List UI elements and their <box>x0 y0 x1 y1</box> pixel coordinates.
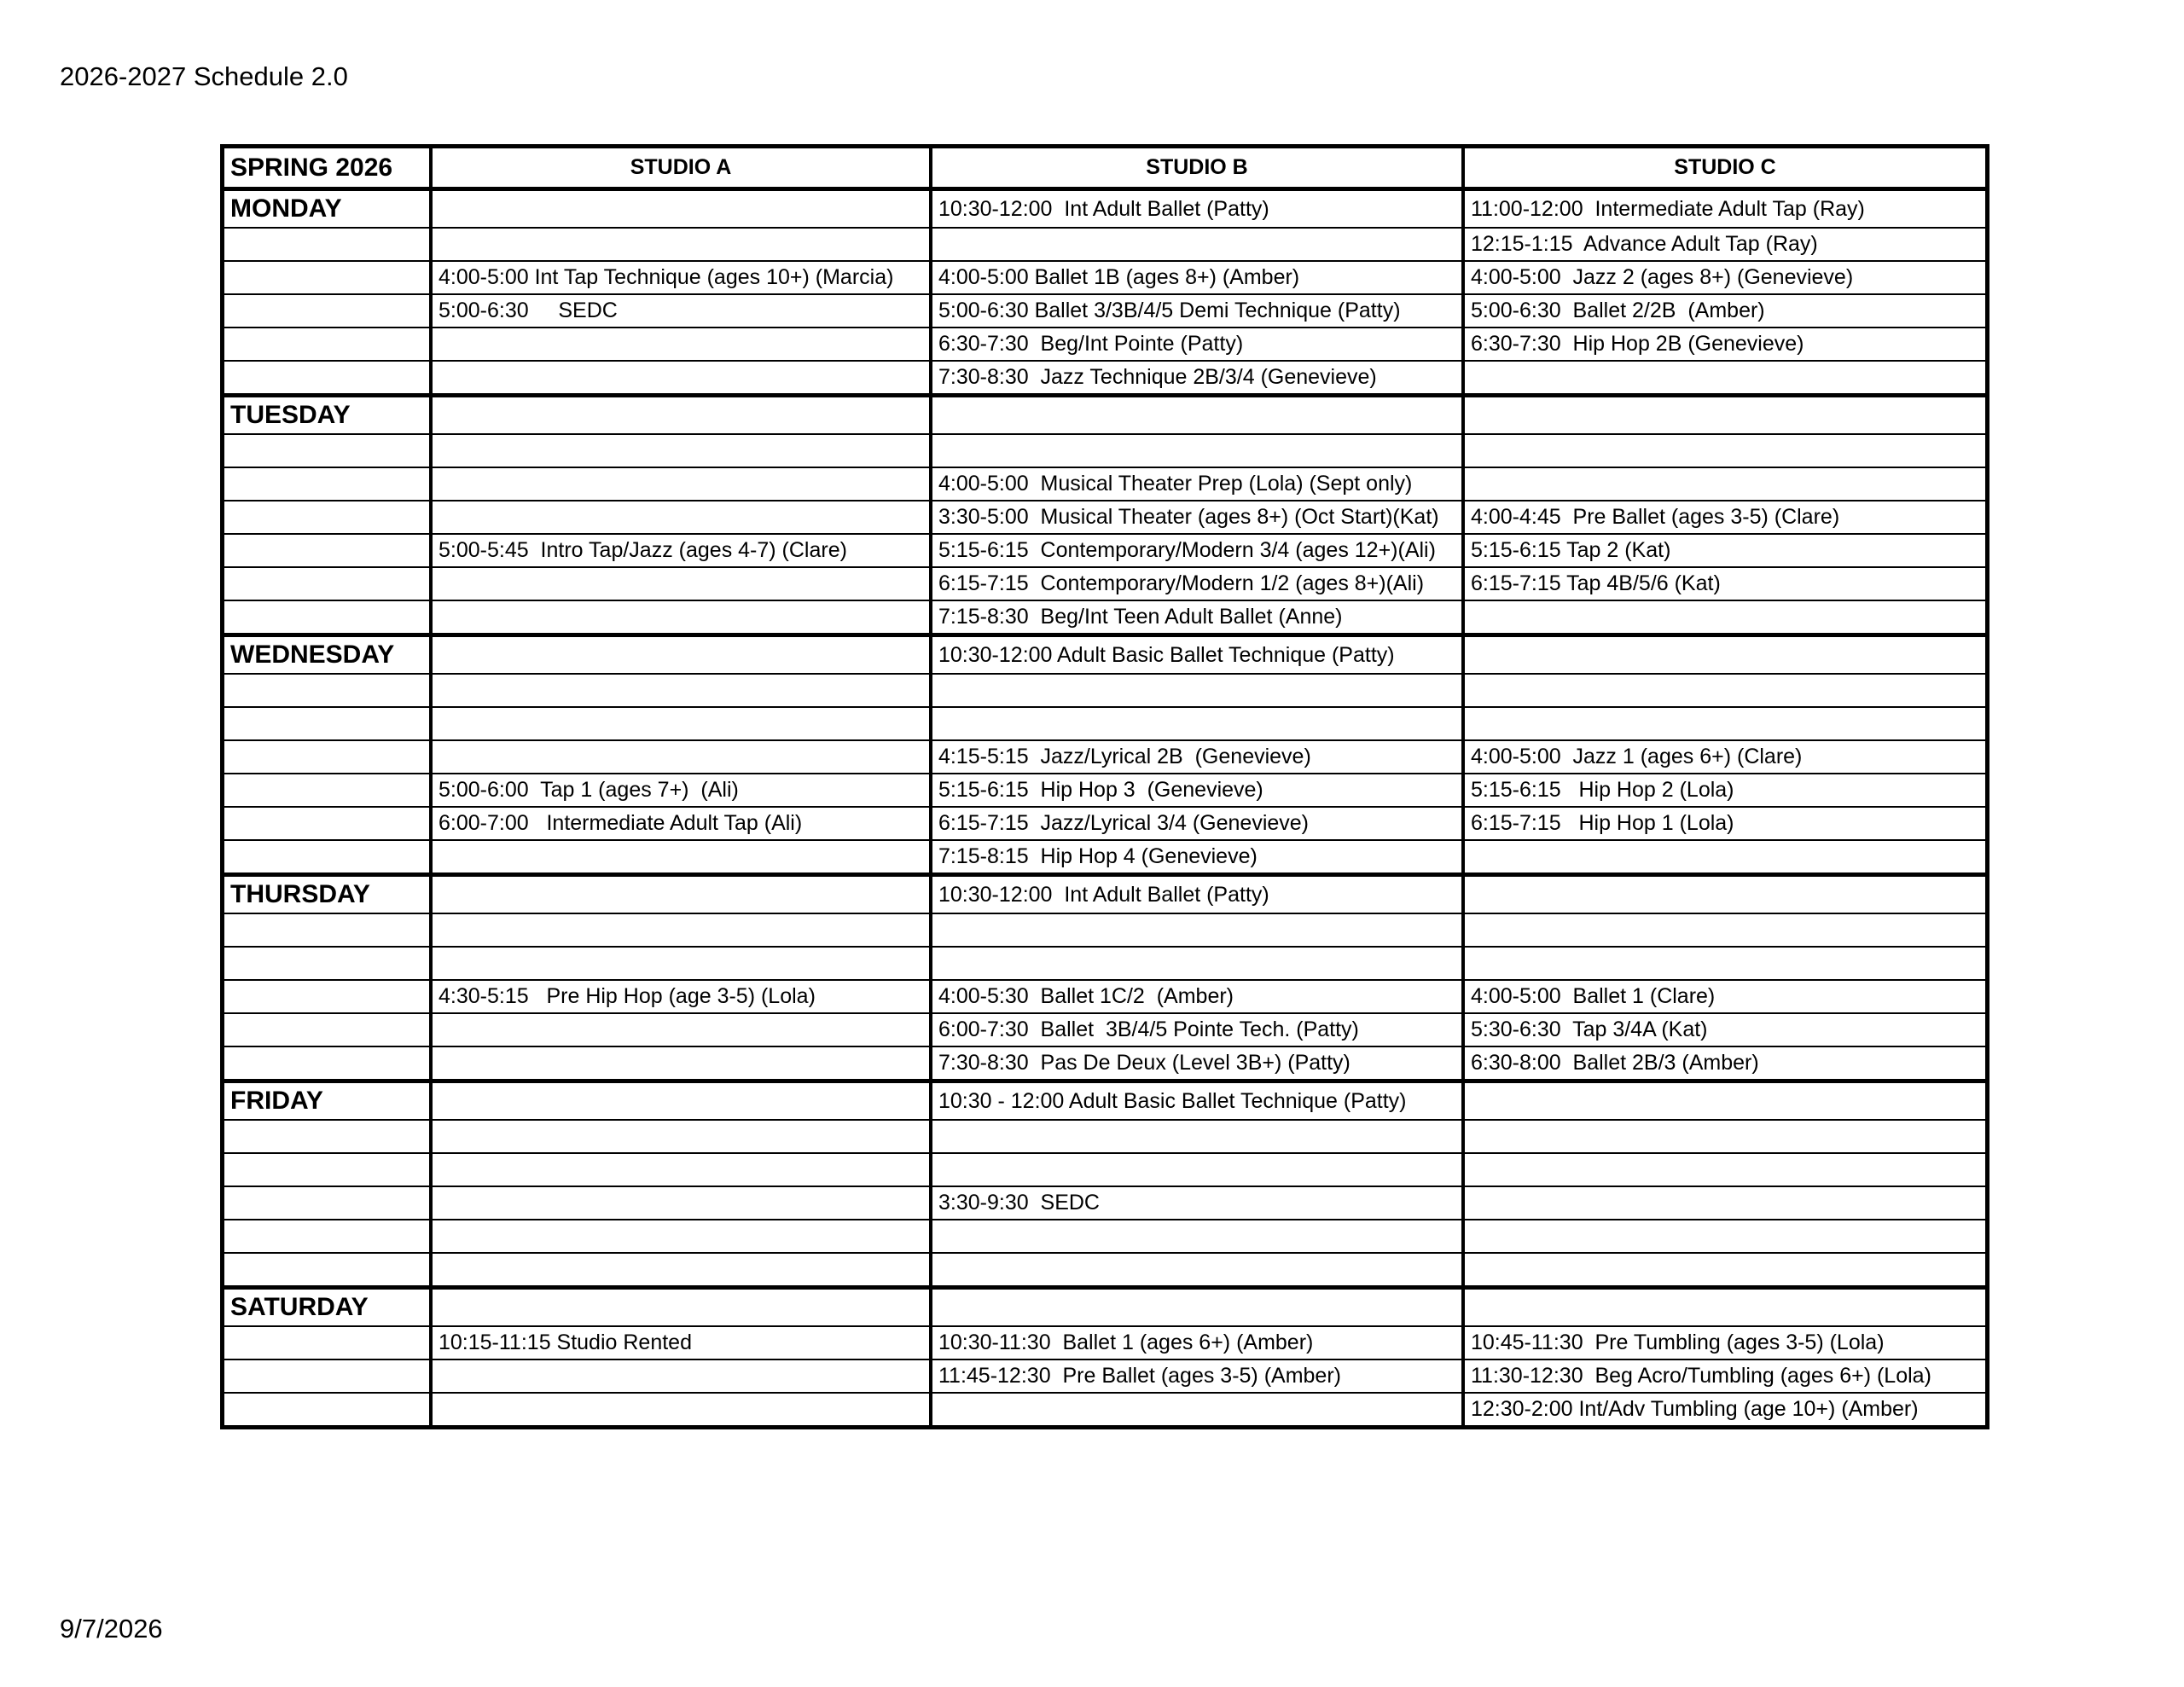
table-row <box>224 980 1986 1013</box>
studio-b-class-cell: 10:30-12:00 Adult Basic Ballet Technique (Patty) <box>931 635 1463 675</box>
studio-a-class-cell <box>431 1359 931 1393</box>
day-cell-empty <box>224 501 431 534</box>
day-cell-empty <box>224 1393 431 1426</box>
table-row <box>224 189 1986 229</box>
table-row <box>224 1359 1986 1393</box>
studio-a-class-cell: 4:30-5:15 Pre Hip Hop (age 3-5) (Lola) <box>431 980 931 1013</box>
studio-b-class-cell: 10:30-11:30 Ballet 1 (ages 6+) (Amber) <box>931 1326 1463 1359</box>
studio-a-class-cell <box>431 740 931 774</box>
day-label-tuesday: TUESDAY <box>224 396 431 435</box>
studio-c-class-cell <box>1463 434 1986 467</box>
table-row <box>224 1186 1986 1220</box>
studio-a-class-cell <box>431 1120 931 1153</box>
day-cell-empty <box>224 1046 431 1081</box>
day-cell-empty <box>224 840 431 875</box>
studio-c-class-cell: 5:00-6:30 Ballet 2/2B (Amber) <box>1463 294 1986 328</box>
studio-a-class-cell <box>431 1153 931 1186</box>
day-label-saturday: SATURDAY <box>224 1288 431 1327</box>
table-row <box>224 261 1986 294</box>
table-row <box>224 600 1986 635</box>
studio-a-class-cell <box>431 600 931 635</box>
studio-c-class-cell: 6:15-7:15 Tap 4B/5/6 (Kat) <box>1463 567 1986 600</box>
studio-c-class-cell: 4:00-4:45 Pre Ballet (ages 3-5) (Clare) <box>1463 501 1986 534</box>
studio-c-class-cell: 4:00-5:00 Jazz 2 (ages 8+) (Genevieve) <box>1463 261 1986 294</box>
studio-a-class-cell <box>431 567 931 600</box>
table-row <box>224 501 1986 534</box>
studio-b-class-cell: 6:00-7:30 Ballet 3B/4/5 Pointe Tech. (Patty) <box>931 1013 1463 1046</box>
studio-b-class-cell: 3:30-9:30 SEDC <box>931 1186 1463 1220</box>
studio-b-class-cell: 5:00-6:30 Ballet 3/3B/4/5 Demi Technique (Patty) <box>931 294 1463 328</box>
studio-b-class-cell <box>931 674 1463 707</box>
studio-c-class-cell: 12:15-1:15 Advance Adult Tap (Ray) <box>1463 228 1986 261</box>
table-row <box>224 294 1986 328</box>
studio-c-class-cell: 11:30-12:30 Beg Acro/Tumbling (ages 6+) (Lola) <box>1463 1359 1986 1393</box>
table-row <box>224 875 1986 914</box>
document-title: 2026-2027 Schedule 2.0 <box>60 61 348 91</box>
table-row <box>224 567 1986 600</box>
studio-b-class-cell <box>931 1288 1463 1327</box>
day-cell-empty <box>224 807 431 840</box>
day-cell-empty <box>224 707 431 740</box>
studio-c-class-cell <box>1463 947 1986 980</box>
day-cell-empty <box>224 328 431 361</box>
studio-c-class-cell <box>1463 1220 1986 1253</box>
studio-b-class-cell: 5:15-6:15 Hip Hop 3 (Genevieve) <box>931 774 1463 807</box>
studio-b-class-cell: 4:00-5:00 Ballet 1B (ages 8+) (Amber) <box>931 261 1463 294</box>
studio-c-class-cell <box>1463 1253 1986 1288</box>
day-cell-empty <box>224 1120 431 1153</box>
studio-b-class-cell: 10:30-12:00 Int Adult Ballet (Patty) <box>931 875 1463 914</box>
day-cell-empty <box>224 361 431 396</box>
day-cell-empty <box>224 1220 431 1253</box>
table-row <box>224 1326 1986 1359</box>
studio-a-class-cell <box>431 947 931 980</box>
studio-a-class-cell <box>431 1046 931 1081</box>
table-row <box>224 1120 1986 1153</box>
day-cell-empty <box>224 261 431 294</box>
studio-c-class-cell <box>1463 600 1986 635</box>
day-cell-empty <box>224 467 431 501</box>
table-row <box>224 947 1986 980</box>
day-cell-empty <box>224 1153 431 1186</box>
studio-a-class-cell <box>431 635 931 675</box>
studio-a-class-cell <box>431 189 931 229</box>
studio-c-class-cell: 12:30-2:00 Int/Adv Tumbling (age 10+) (Amber) <box>1463 1393 1986 1426</box>
day-label-monday: MONDAY <box>224 189 431 229</box>
studio-c-class-cell <box>1463 1288 1986 1327</box>
season-label: SPRING 2026 <box>224 148 431 189</box>
table-row <box>224 913 1986 947</box>
studio-a-class-cell <box>431 1013 931 1046</box>
studio-a-class-cell <box>431 913 931 947</box>
document-date: 9/7/2026 <box>60 1614 163 1644</box>
studio-a-class-cell <box>431 501 931 534</box>
schedule-table <box>223 147 1987 1427</box>
studio-a-class-cell: 4:00-5:00 Int Tap Technique (ages 10+) (Marcia) <box>431 261 931 294</box>
studio-a-class-cell <box>431 361 931 396</box>
studio-c-class-cell: 11:00-12:00 Intermediate Adult Tap (Ray) <box>1463 189 1986 229</box>
studio-a-class-cell <box>431 1253 931 1288</box>
table-row <box>224 774 1986 807</box>
studio-b-class-cell: 6:30-7:30 Beg/Int Pointe (Patty) <box>931 328 1463 361</box>
studio-a-class-cell: 6:00-7:00 Intermediate Adult Tap (Ali) <box>431 807 931 840</box>
day-cell-empty <box>224 1013 431 1046</box>
studio-b-class-cell: 7:30-8:30 Jazz Technique 2B/3/4 (Genevieve) <box>931 361 1463 396</box>
day-cell-empty <box>224 534 431 567</box>
table-row <box>224 467 1986 501</box>
studio-a-class-cell: 5:00-6:30 SEDC <box>431 294 931 328</box>
day-cell-empty <box>224 774 431 807</box>
day-cell-empty <box>224 567 431 600</box>
studio-c-header: STUDIO C <box>1463 148 1986 189</box>
studio-b-class-cell: 6:15-7:15 Contemporary/Modern 1/2 (ages 8+)(Ali) <box>931 567 1463 600</box>
table-row <box>224 1153 1986 1186</box>
table-row <box>224 674 1986 707</box>
day-cell-empty <box>224 674 431 707</box>
day-cell-empty <box>224 294 431 328</box>
table-row <box>224 361 1986 396</box>
table-row <box>224 1081 1986 1121</box>
studio-b-class-cell: 4:00-5:30 Ballet 1C/2 (Amber) <box>931 980 1463 1013</box>
studio-c-class-cell <box>1463 396 1986 435</box>
studio-c-class-cell: 10:45-11:30 Pre Tumbling (ages 3-5) (Lola) <box>1463 1326 1986 1359</box>
studio-c-class-cell <box>1463 875 1986 914</box>
table-row <box>224 1220 1986 1253</box>
day-cell-empty <box>224 980 431 1013</box>
table-row <box>224 840 1986 875</box>
day-cell-empty <box>224 913 431 947</box>
studio-c-class-cell: 6:30-8:00 Ballet 2B/3 (Amber) <box>1463 1046 1986 1081</box>
studio-b-class-cell: 10:30 - 12:00 Adult Basic Ballet Technique (Patty) <box>931 1081 1463 1121</box>
studio-b-class-cell <box>931 1153 1463 1186</box>
studio-c-class-cell: 5:15-6:15 Tap 2 (Kat) <box>1463 534 1986 567</box>
studio-a-class-cell <box>431 707 931 740</box>
table-row <box>224 534 1986 567</box>
studio-c-class-cell <box>1463 1186 1986 1220</box>
studio-a-class-cell: 5:00-5:45 Intro Tap/Jazz (ages 4-7) (Clare) <box>431 534 931 567</box>
studio-b-class-cell <box>931 707 1463 740</box>
day-cell-empty <box>224 1326 431 1359</box>
studio-b-class-cell: 7:30-8:30 Pas De Deux (Level 3B+) (Patty) <box>931 1046 1463 1081</box>
day-cell-empty <box>224 947 431 980</box>
studio-b-class-cell: 6:15-7:15 Jazz/Lyrical 3/4 (Genevieve) <box>931 807 1463 840</box>
table-row <box>224 740 1986 774</box>
studio-c-class-cell <box>1463 674 1986 707</box>
studio-a-class-cell <box>431 1288 931 1327</box>
studio-a-class-cell <box>431 875 931 914</box>
studio-b-class-cell <box>931 434 1463 467</box>
studio-a-class-cell <box>431 674 931 707</box>
studio-c-class-cell <box>1463 1153 1986 1186</box>
studio-b-class-cell <box>931 947 1463 980</box>
studio-b-class-cell: 4:00-5:00 Musical Theater Prep (Lola) (Sept only) <box>931 467 1463 501</box>
day-cell-empty <box>224 740 431 774</box>
studio-a-header: STUDIO A <box>431 148 931 189</box>
studio-c-class-cell: 5:30-6:30 Tap 3/4A (Kat) <box>1463 1013 1986 1046</box>
studio-c-class-cell: 6:30-7:30 Hip Hop 2B (Genevieve) <box>1463 328 1986 361</box>
studio-c-class-cell <box>1463 467 1986 501</box>
studio-b-class-cell <box>931 1120 1463 1153</box>
table-row <box>224 807 1986 840</box>
day-cell-empty <box>224 228 431 261</box>
studio-a-class-cell: 10:15-11:15 Studio Rented <box>431 1326 931 1359</box>
studio-b-class-cell: 7:15-8:15 Hip Hop 4 (Genevieve) <box>931 840 1463 875</box>
day-cell-empty <box>224 600 431 635</box>
table-row <box>224 707 1986 740</box>
table-row <box>224 434 1986 467</box>
studio-b-class-cell: 4:15-5:15 Jazz/Lyrical 2B (Genevieve) <box>931 740 1463 774</box>
studio-c-class-cell: 5:15-6:15 Hip Hop 2 (Lola) <box>1463 774 1986 807</box>
studio-c-class-cell: 6:15-7:15 Hip Hop 1 (Lola) <box>1463 807 1986 840</box>
studio-c-class-cell <box>1463 361 1986 396</box>
table-row <box>224 1393 1986 1426</box>
studio-b-class-cell: 11:45-12:30 Pre Ballet (ages 3-5) (Amber) <box>931 1359 1463 1393</box>
day-cell-empty <box>224 1186 431 1220</box>
studio-c-class-cell <box>1463 913 1986 947</box>
table-row <box>224 396 1986 435</box>
table-row <box>224 328 1986 361</box>
studio-a-class-cell: 5:00-6:00 Tap 1 (ages 7+) (Ali) <box>431 774 931 807</box>
table-row <box>224 1046 1986 1081</box>
studio-b-header: STUDIO B <box>931 148 1463 189</box>
studio-b-class-cell <box>931 396 1463 435</box>
studio-a-class-cell <box>431 467 931 501</box>
studio-a-class-cell <box>431 1081 931 1121</box>
studio-b-class-cell <box>931 1220 1463 1253</box>
day-cell-empty <box>224 434 431 467</box>
studio-c-class-cell <box>1463 1120 1986 1153</box>
studio-b-class-cell <box>931 1393 1463 1426</box>
studio-a-class-cell <box>431 328 931 361</box>
studio-c-class-cell: 4:00-5:00 Jazz 1 (ages 6+) (Clare) <box>1463 740 1986 774</box>
schedule-body <box>224 189 1986 1427</box>
day-cell-empty <box>224 1359 431 1393</box>
studio-b-class-cell <box>931 228 1463 261</box>
studio-a-class-cell <box>431 396 931 435</box>
table-row <box>224 1253 1986 1288</box>
day-label-friday: FRIDAY <box>224 1081 431 1121</box>
studio-a-class-cell <box>431 1393 931 1426</box>
day-label-thursday: THURSDAY <box>224 875 431 914</box>
day-cell-empty <box>224 1253 431 1288</box>
table-row <box>224 1013 1986 1046</box>
studio-c-class-cell <box>1463 707 1986 740</box>
studio-c-class-cell <box>1463 840 1986 875</box>
studio-b-class-cell: 3:30-5:00 Musical Theater (ages 8+) (Oct Start)(Kat) <box>931 501 1463 534</box>
studio-c-class-cell <box>1463 1081 1986 1121</box>
studio-a-class-cell <box>431 840 931 875</box>
studio-a-class-cell <box>431 1220 931 1253</box>
studio-c-class-cell <box>1463 635 1986 675</box>
studio-b-class-cell: 5:15-6:15 Contemporary/Modern 3/4 (ages 12+)(Ali) <box>931 534 1463 567</box>
studio-b-class-cell <box>931 913 1463 947</box>
studio-b-class-cell: 7:15-8:30 Beg/Int Teen Adult Ballet (Anne) <box>931 600 1463 635</box>
day-label-wednesday: WEDNESDAY <box>224 635 431 675</box>
table-row <box>224 228 1986 261</box>
studio-a-class-cell <box>431 434 931 467</box>
table-row <box>224 635 1986 675</box>
table-header-row <box>224 148 1986 189</box>
studio-b-class-cell <box>931 1253 1463 1288</box>
studio-b-class-cell: 10:30-12:00 Int Adult Ballet (Patty) <box>931 189 1463 229</box>
table-row <box>224 1288 1986 1327</box>
studio-a-class-cell <box>431 228 931 261</box>
studio-c-class-cell: 4:00-5:00 Ballet 1 (Clare) <box>1463 980 1986 1013</box>
studio-a-class-cell <box>431 1186 931 1220</box>
